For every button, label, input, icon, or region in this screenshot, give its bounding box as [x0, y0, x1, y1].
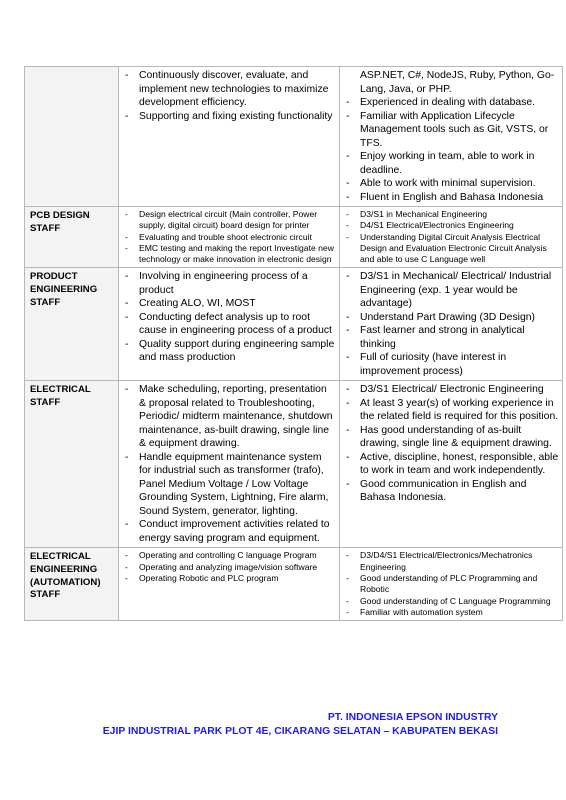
- requirement-item: - D3/S1 in Mechanical/ Electrical/ Industrial Engineering (exp. 1 year would be advantage): [340, 270, 559, 311]
- requirement-item: - Good communication in English and Bahasa Indonesia.: [340, 478, 559, 505]
- description-item: - Handle equipment maintenance system for industrial such as transformer (trafo), Panel Medium Voltage / Low Voltage Grounding System, Lightning, Fire alarm, Sound System, generator, lighting.: [119, 451, 336, 519]
- requirement-item: - D4/S1 Electrical/Electronics Engineering: [340, 220, 559, 231]
- requirement-item: - At least 3 year(s) of working experience in the related field is required for this position.: [340, 397, 559, 424]
- position-title: ELECTRICAL ENGINEERING (AUTOMATION) STAFF: [25, 548, 119, 621]
- requirements-cell: [340, 67, 563, 207]
- job-row: [25, 381, 563, 548]
- requirement-item: - Active, discipline, honest, responsible, able to work in team and work independently.: [340, 451, 559, 478]
- requirement-item: - Full of curiosity (have interest in improvement process): [340, 351, 559, 378]
- description-item: - Operating and controlling C language Program: [119, 550, 336, 561]
- description-item: - Creating ALO, WI, MOST: [119, 297, 336, 311]
- job-description-list: [119, 270, 336, 365]
- requirement-item: - Good understanding of PLC Programming and Robotic: [340, 573, 559, 596]
- requirements-list: [340, 383, 559, 505]
- requirement-item: - Fast learner and strong in analytical thinking: [340, 324, 559, 351]
- position-title: [25, 67, 119, 207]
- job-listing-table: [24, 66, 563, 621]
- requirement-item: - D3/S1 in Mechanical Engineering: [340, 209, 559, 220]
- requirement-item: - Experienced in dealing with database.: [340, 96, 559, 110]
- footer: [98, 711, 498, 738]
- description-item: - Make scheduling, reporting, presentation & proposal related to Troubleshooting, Periodic/ midterm maintenance, shutdown maintenance, as-built drawing, single line & equipment drawing.: [119, 383, 336, 451]
- requirements-cell: [340, 207, 563, 268]
- description-item: - Involving in engineering process of a product: [119, 270, 336, 297]
- requirements-list: [340, 209, 559, 265]
- description-item: - Operating Robotic and PLC program: [119, 573, 336, 584]
- position-title: PCB DESIGN STAFF: [25, 207, 119, 268]
- job-description-cell: [119, 268, 340, 381]
- requirement-item: - Fluent in English and Bahasa Indonesia: [340, 191, 559, 205]
- requirement-item: - D3/D4/S1 Electrical/Electronics/Mechatronics Engineering: [340, 550, 559, 573]
- description-item: - Conduct improvement activities related to energy saving program and equipment.: [119, 518, 336, 545]
- position-title: PRODUCT ENGINEERING STAFF: [25, 268, 119, 381]
- job-description-list: [119, 69, 336, 123]
- job-description-cell: [119, 67, 340, 207]
- requirements-list: [340, 270, 559, 378]
- requirement-item: - Familiar with automation system: [340, 607, 559, 618]
- job-description-list: [119, 209, 336, 265]
- requirements-cell: [340, 268, 563, 381]
- requirement-item: - Has good understanding of as-built drawing, single line & equipment drawing.: [340, 424, 559, 451]
- job-description-list: [119, 383, 336, 545]
- job-description-cell: [119, 381, 340, 548]
- job-description-cell: [119, 548, 340, 621]
- requirement-item: - Familiar with Application Lifecycle Management tools such as Git, VSTS, or TFS.: [340, 110, 559, 151]
- footer-address: EJIP INDUSTRIAL PARK PLOT 4E, CIKARANG SELATAN – KABUPATEN BEKASI: [102, 725, 498, 737]
- job-description-list: [119, 550, 336, 584]
- description-item: - EMC testing and making the report Investigate new technology or make innovation in electronic design: [119, 243, 336, 266]
- requirement-item: - Understanding Digital Circuit Analysis Electrical Design and Evaluation Electronic Circuit Analysis and able to use C Language well: [340, 232, 559, 266]
- requirement-item: - Understand Part Drawing (3D Design): [340, 311, 559, 325]
- description-item: - Evaluating and trouble shoot electronic circuit: [119, 232, 336, 243]
- description-item: - Conducting defect analysis up to root cause in engineering process of a product: [119, 311, 336, 338]
- description-item: - Supporting and fixing existing functionality: [119, 110, 336, 124]
- description-item: - Continuously discover, evaluate, and implement new technologies to maximize development efficiency.: [119, 69, 336, 110]
- requirements-list: [340, 69, 559, 204]
- description-item: - Operating and analyzing image/vision software: [119, 562, 336, 573]
- footer-company: PT. INDONESIA EPSON INDUSTRY: [327, 712, 498, 723]
- job-row: [25, 67, 563, 207]
- job-row: [25, 548, 563, 621]
- requirement-item: - D3/S1 Electrical/ Electronic Engineering: [340, 383, 559, 397]
- description-item: - Quality support during engineering sample and mass production: [119, 338, 336, 365]
- job-listing-body: [25, 67, 563, 621]
- job-row: [25, 268, 563, 381]
- job-description-cell: [119, 207, 340, 268]
- requirements-list: [340, 550, 559, 618]
- description-item: - Design electrical circuit (Main controller, Power supply, digital circuit) board design for printer: [119, 209, 336, 232]
- requirement-item: - Able to work with minimal supervision.: [340, 177, 559, 191]
- requirement-item: - Enjoy working in team, able to work in deadline.: [340, 150, 559, 177]
- requirements-cell: [340, 381, 563, 548]
- requirement-item: ASP.NET, C#, NodeJS, Ruby, Python, Go-Lang, Java, or PHP.: [360, 70, 555, 95]
- requirement-item: - Good understanding of C Language Programming: [340, 596, 559, 607]
- requirements-cell: [340, 548, 563, 621]
- position-title: ELECTRICAL STAFF: [25, 381, 119, 548]
- job-row: [25, 207, 563, 268]
